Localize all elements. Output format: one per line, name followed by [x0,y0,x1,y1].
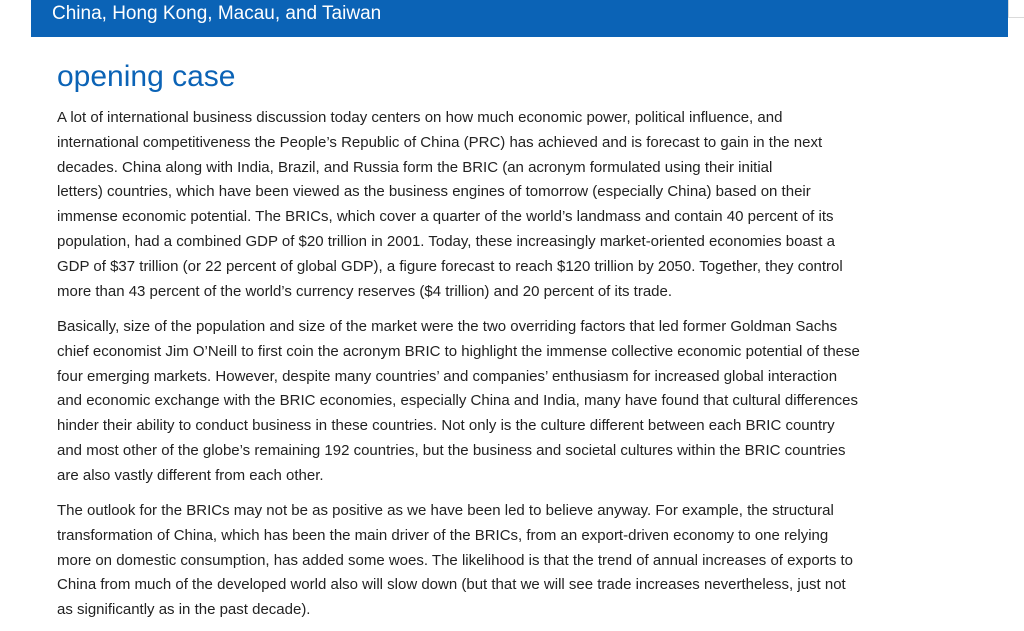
text-line: A lot of international business discussion today centers on how much economic power, political influence, and [57,109,783,126]
text-line: immense economic potential. The BRICs, which cover a quarter of the world’s landmass and contain 40 percent of its [57,208,834,226]
text-line: The outlook for the BRICs may not be as positive as we have been led to believe anyway. For example, the structural [57,502,834,519]
text-line: population, had a combined GDP of $20 trillion in 2001. Today, these increasingly market-oriented economies boast a [57,232,835,250]
text-line: as significantly as in the past decade). [57,601,311,619]
text-line: and economic exchange with the BRIC economies, especially China and India, many have found that cultural differences [57,392,859,410]
section-heading: opening case [57,60,236,93]
chapter-title: China, Hong Kong, Macau, and Taiwan [52,3,382,24]
text-line: more on domestic consumption, has added some woes. The likelihood is that the trend of annual increases of exports to [57,551,854,569]
body-paragraph-3 [57,499,987,623]
text-line: chief economist Jim O’Neill to first coin the acronym BRIC to highlight the immense collective economic potential of these [57,342,860,360]
text-line: and most other of the globe’s remaining 192 countries, but the business and societal cultures within the BRIC countries [57,441,846,459]
text-line: are also vastly different from each other. [57,466,324,484]
body-paragraph-2 [57,315,987,489]
body-paragraph-1 [57,106,987,304]
text-line: decades. China along with India, Brazil, and Russia form the BRIC (an acronym formulated using their initial [57,158,773,176]
text-line: four emerging markets. However, despite many countries’ and companies’ enthusiasm for increased global interaction [57,367,838,385]
text-line: more than 43 percent of the world’s currency reserves ($4 trillion) and 20 percent of its trade. [57,282,673,300]
page-corner-control [1008,0,1024,18]
text-line: hinder their ability to conduct business in these countries. Not only is the culture different between each BRIC country [57,417,835,435]
text-line: international competitiveness the People’s Republic of China (PRC) has achieved and is forecast to gain in the next [57,133,823,151]
text-line: China from much of the developed world also will slow down (but that we will see trade increases nevertheless, just not [57,576,846,594]
text-line: Basically, size of the population and size of the market were the two overriding factors that led former Goldman Sachs [57,318,838,335]
chapter-header-bar [31,0,1008,37]
text-line: letters) countries, which have been viewed as the business engines of tomorrow (especially China) based on their [57,183,811,201]
text-line: transformation of China, which has been the main driver of the BRICs, from an export-driven economy to one relying [57,526,829,544]
text-line: GDP of $37 trillion (or 22 percent of global GDP), a figure forecast to reach $120 trillion by 2050. Together, they control [57,257,843,275]
